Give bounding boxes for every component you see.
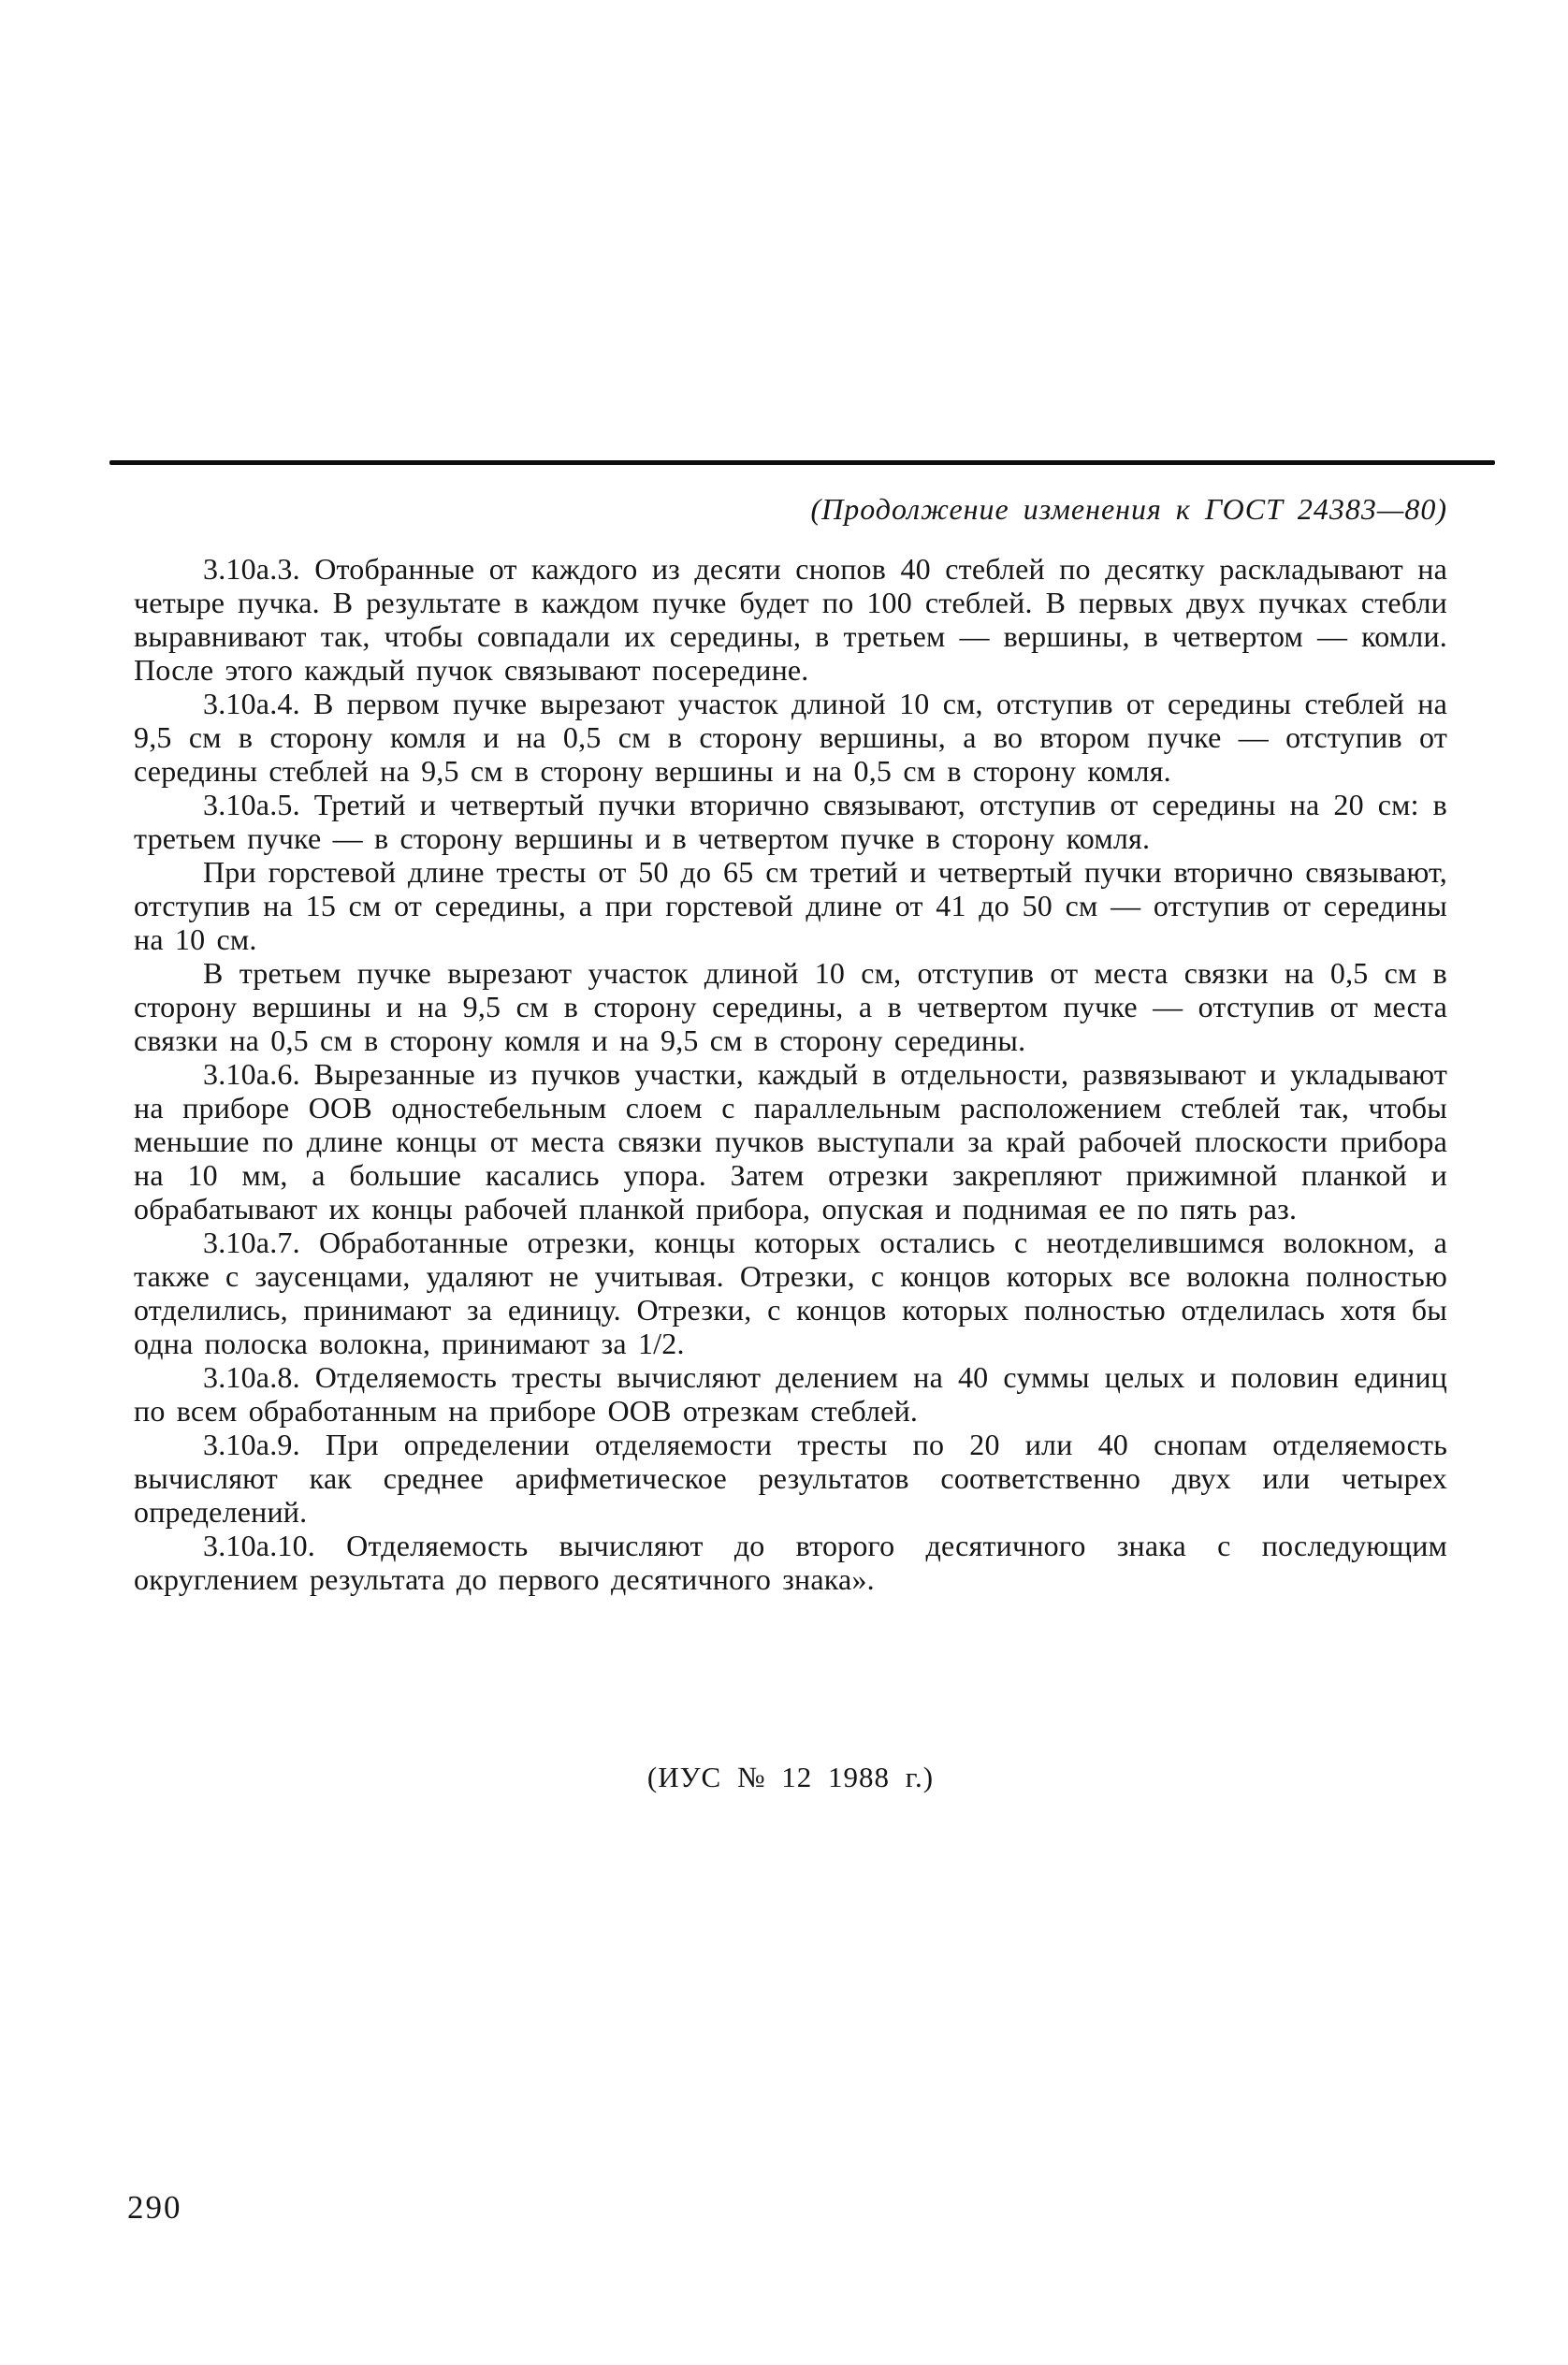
paragraph-3-10a-9: 3.10а.9. При определении отделяемости тресты по 20 или 40 снопам отделяемость вычисляют как среднее арифметическое результатов соответственно двух или четырех определений. [134, 1428, 1447, 1529]
body-text [134, 552, 1447, 1596]
paragraph-3-10a-10: 3.10а.10. Отделяемость вычисляют до второго десятичного знака с последующим округлением результата до первого десятичного знака». [134, 1529, 1447, 1596]
top-rule [109, 460, 1495, 465]
paragraph-3-10a-8: 3.10а.8. Отделяемость тресты вычисляют делением на 40 суммы целых и половин единиц по всем обработанным на приборе ООВ отрезкам стеблей. [134, 1360, 1447, 1428]
ius-reference: (ИУС № 12 1988 г.) [646, 1761, 935, 1793]
paragraph-3-10a-4: 3.10а.4. В первом пучке вырезают участок длиной 10 см, отступив от середины стеблей на 9,5 см в сторону комля и на 0,5 см в сторону вершины, а во втором пучке — отступив от середины стеблей на 9,5 см в сторону вершины и на 0,5 см в сторону комля. [134, 687, 1447, 788]
paragraph-3-10a-5-note-1: При горстевой длине тресты от 50 до 65 см третий и четвертый пучки вторично связывают, отступив на 15 см от середины, а при горстевой длине от 41 до 50 см — отступив от середины на 10 см. [134, 855, 1447, 956]
paragraph-3-10a-3: 3.10а.3. Отобранные от каждого из десяти снопов 40 стеблей по десятку раскладывают на четыре пучка. В результате в каждом пучке будет по 100 стеблей. В первых двух пучках стебли выравнивают так, чтобы совпадали их середины, в третьем — вершины, в четвертом — комли. После этого каждый пучок связывают посередине. [134, 552, 1447, 687]
paragraph-3-10a-5: 3.10а.5. Третий и четвертый пучки вторично связывают, отступив от середины на 20 см: в третьем пучке — в сторону вершины и в четвертом пучке в сторону комля. [134, 788, 1447, 855]
edition-note: (Продолжение изменения к ГОСТ 24383—80) [810, 492, 1447, 526]
paragraph-3-10a-6: 3.10а.6. Вырезанные из пучков участки, каждый в отдельности, развязывают и укладывают на приборе ООВ одностебельным слоем с параллельным расположением стеблей так, чтобы меньшие по длине концы от места связки пучков выступали за край рабочей плоскости прибора на 10 мм, а большие касались упора. Затем отрезки закрепляют прижимной планкой и обрабатывают их концы рабочей планкой прибора, опуская и поднимая ее по пять раз. [134, 1057, 1447, 1226]
page-number: 290 [127, 2189, 182, 2226]
paragraph-3-10a-5-note-2: В третьем пучке вырезают участок длиной 10 см, отступив от места связки на 0,5 см в сторону вершины и на 9,5 см в сторону середины, а в четвертом пучке — отступив от места связки на 0,5 см в сторону комля и на 9,5 см в сторону середины. [134, 956, 1447, 1057]
paragraph-3-10a-7: 3.10а.7. Обработанные отрезки, концы которых остались с неотделившимся волокном, а также с заусенцами, удаляют не учитывая. Отрезки, с концов которых все волокна полностью отделились, принимают за единицу. Отрезки, с концов которых полностью отделилась хотя бы одна полоска волокна, принимают за 1/2. [134, 1226, 1447, 1360]
